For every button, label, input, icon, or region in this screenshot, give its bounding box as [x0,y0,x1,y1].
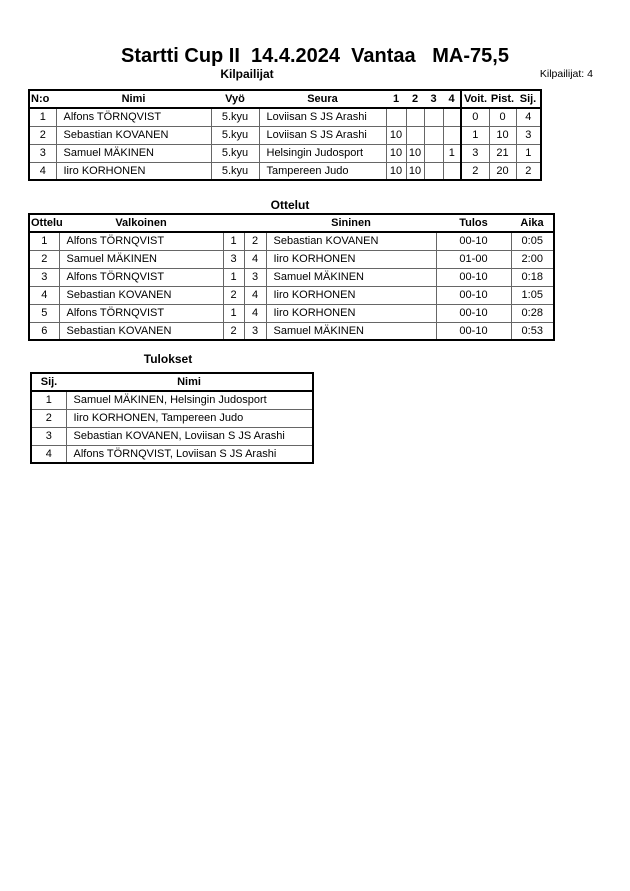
placement: 1 [516,144,541,162]
competitor-club: Loviisan S JS Arashi [259,108,386,126]
match-time: 0:28 [511,304,554,322]
match-time: 0:53 [511,322,554,340]
blue-competitor-number: 4 [244,250,266,268]
col-round-4: 4 [443,90,461,108]
col-match: Ottelu [29,214,59,232]
score-vs-1: 10 [386,126,406,144]
col-white: Valkoinen [59,214,223,232]
white-competitor-number: 1 [223,232,244,250]
table-row [31,391,313,409]
competitor-number: 3 [29,144,56,162]
score-vs-3 [424,108,443,126]
white-competitor-number: 1 [223,304,244,322]
table-row [31,409,313,427]
match-number: 1 [29,232,59,250]
score-vs-3 [424,126,443,144]
score-vs-2 [406,126,424,144]
kilpailijat-header-row [29,90,541,108]
result-placement: 2 [31,409,66,427]
competitor-number: 2 [29,126,56,144]
competitor-belt: 5.kyu [211,108,259,126]
competitor-club: Helsingin Judosport [259,144,386,162]
blue-competitor-number: 2 [244,232,266,250]
blue-competitor: Iiro KORHONEN [266,304,436,322]
competitor-belt: 5.kyu [211,162,259,180]
placement: 4 [516,108,541,126]
blue-competitor-number: 3 [244,268,266,286]
result-name: Sebastian KOVANEN, Loviisan S JS Arashi [66,427,313,445]
col-placement: Sij. [31,373,66,391]
wins: 2 [461,162,489,180]
placement: 3 [516,126,541,144]
score-vs-4 [443,162,461,180]
table-row [31,445,313,463]
points: 0 [489,108,516,126]
placement: 2 [516,162,541,180]
competitor-club: Tampereen Judo [259,162,386,180]
table-row [29,144,541,162]
competitor-belt: 5.kyu [211,126,259,144]
white-competitor: Alfons TÖRNQVIST [59,268,223,286]
table-row [29,322,554,340]
col-name: Nimi [66,373,313,391]
col-pist: Pist. [489,90,516,108]
wins: 3 [461,144,489,162]
table-row [29,232,554,250]
col-white-no [223,214,244,232]
competitor-number: 1 [29,108,56,126]
competitor-number: 4 [29,162,56,180]
white-competitor: Sebastian KOVANEN [59,322,223,340]
table-row [29,286,554,304]
col-nimi: Nimi [56,90,211,108]
blue-competitor-number: 4 [244,304,266,322]
white-competitor-number: 1 [223,268,244,286]
result-placement: 4 [31,445,66,463]
table-row [31,427,313,445]
tulokset-header-row [31,373,313,391]
white-competitor: Samuel MÄKINEN [59,250,223,268]
col-sij: Sij. [516,90,541,108]
white-competitor: Alfons TÖRNQVIST [59,304,223,322]
score-vs-3 [424,162,443,180]
match-result: 00-10 [436,232,511,250]
result-name: Iiro KORHONEN, Tampereen Judo [66,409,313,427]
match-time: 2:00 [511,250,554,268]
points: 21 [489,144,516,162]
match-result: 00-10 [436,304,511,322]
table-row [29,304,554,322]
wins: 0 [461,108,489,126]
tulokset-section-title: Tulokset [143,352,193,366]
tulokset-table [30,372,314,464]
blue-competitor: Iiro KORHONEN [266,250,436,268]
competitor-belt: 5.kyu [211,144,259,162]
score-vs-4 [443,126,461,144]
col-seura: Seura [259,90,386,108]
table-row [29,126,541,144]
match-time: 1:05 [511,286,554,304]
score-vs-2: 10 [406,162,424,180]
col-round-1: 1 [386,90,406,108]
match-result: 01-00 [436,250,511,268]
white-competitor-number: 2 [223,286,244,304]
table-row [29,162,541,180]
col-round-2: 2 [406,90,424,108]
white-competitor: Alfons TÖRNQVIST [59,232,223,250]
col-no: N:o [29,90,56,108]
match-result: 00-10 [436,268,511,286]
result-name: Alfons TÖRNQVIST, Loviisan S JS Arashi [66,445,313,463]
competitor-name: Sebastian KOVANEN [56,126,211,144]
match-number: 2 [29,250,59,268]
page-title: Startti Cup II 14.4.2024 Vantaa MA-75,5 [121,45,509,67]
result-placement: 1 [31,391,66,409]
white-competitor-number: 2 [223,322,244,340]
white-competitor-number: 3 [223,250,244,268]
score-vs-3 [424,144,443,162]
score-vs-1: 10 [386,162,406,180]
score-vs-1: 10 [386,144,406,162]
competitor-name: Alfons TÖRNQVIST [56,108,211,126]
match-number: 5 [29,304,59,322]
points: 20 [489,162,516,180]
table-row [29,108,541,126]
col-blue-no [244,214,266,232]
match-time: 0:18 [511,268,554,286]
result-placement: 3 [31,427,66,445]
white-competitor: Sebastian KOVANEN [59,286,223,304]
blue-competitor: Sebastian KOVANEN [266,232,436,250]
score-vs-2 [406,108,424,126]
score-vs-2: 10 [406,144,424,162]
score-vs-4 [443,108,461,126]
competitors-count: Kilpailijat: 4 [539,68,593,80]
match-number: 6 [29,322,59,340]
competitor-name: Samuel MÄKINEN [56,144,211,162]
blue-competitor: Samuel MÄKINEN [266,268,436,286]
match-result: 00-10 [436,286,511,304]
competitor-name: Iiro KORHONEN [56,162,211,180]
ottelut-section-title: Ottelut [270,198,310,212]
table-row [29,250,554,268]
table-row [29,268,554,286]
col-result: Tulos [436,214,511,232]
blue-competitor: Iiro KORHONEN [266,286,436,304]
col-round-3: 3 [424,90,443,108]
points: 10 [489,126,516,144]
col-blue: Sininen [266,214,436,232]
wins: 1 [461,126,489,144]
blue-competitor-number: 4 [244,286,266,304]
match-time: 0:05 [511,232,554,250]
col-voit: Voit. [461,90,489,108]
col-vyo: Vyö [211,90,259,108]
kilpailijat-table [28,89,542,181]
ottelut-header-row [29,214,554,232]
blue-competitor: Samuel MÄKINEN [266,322,436,340]
competitor-club: Loviisan S JS Arashi [259,126,386,144]
result-name: Samuel MÄKINEN, Helsingin Judosport [66,391,313,409]
score-vs-4: 1 [443,144,461,162]
col-time: Aika [511,214,554,232]
kilpailijat-section-title: Kilpailijat [220,67,274,81]
match-number: 4 [29,286,59,304]
ottelut-table [28,213,555,341]
match-result: 00-10 [436,322,511,340]
blue-competitor-number: 3 [244,322,266,340]
score-vs-1 [386,108,406,126]
match-number: 3 [29,268,59,286]
